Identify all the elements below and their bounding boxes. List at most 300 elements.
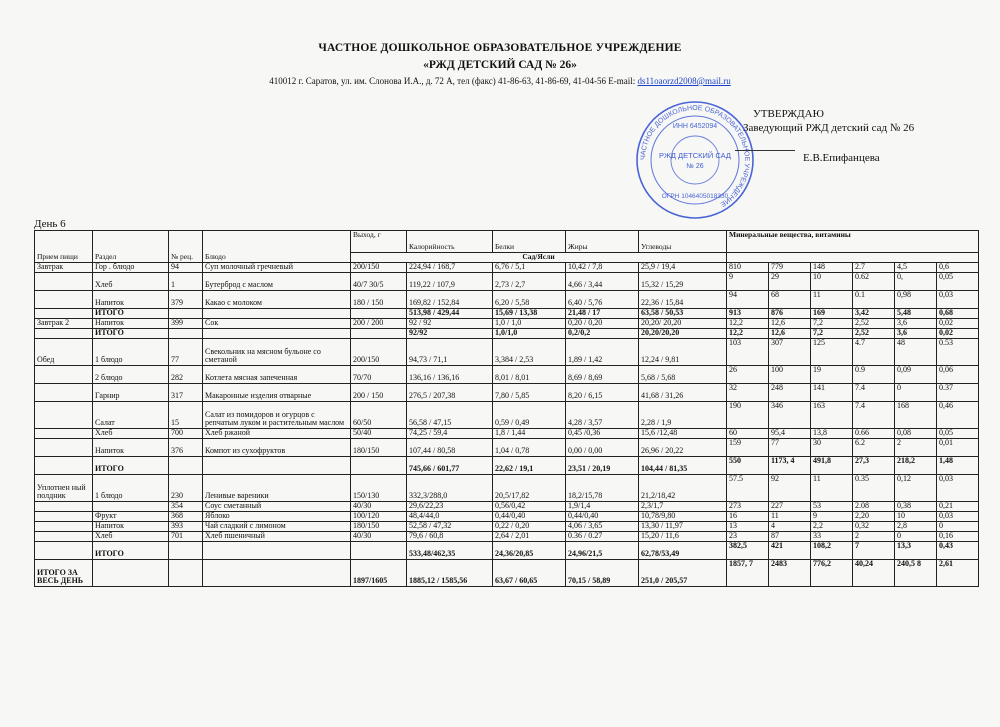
table-row [35, 263, 979, 273]
cell-yield: 50/40 [351, 429, 407, 439]
cell-mineral: 94 [727, 291, 769, 309]
cell-carbs: 251,0 / 205,57 [639, 560, 727, 587]
cell-mineral: 1,48 [937, 457, 979, 475]
cell-mineral: 2483 [769, 560, 811, 587]
cell-recipe: 15 [169, 402, 203, 429]
cell-yield [351, 542, 407, 560]
cell-protein: 20,5/17,82 [493, 475, 566, 502]
cell-mineral: 2,8 [895, 522, 937, 532]
table-row [35, 457, 979, 475]
table-row [35, 366, 979, 384]
cell-dish: Салат из помидоров и огурцов с репчатым луком и растительным маслом [203, 402, 351, 429]
cell-carbs: 12,24 / 9,81 [639, 339, 727, 366]
cell-protein: 0,59 / 0,49 [493, 402, 566, 429]
cell-mineral: 5,48 [895, 309, 937, 319]
cell-mineral: 7.4 [853, 402, 895, 429]
cell-calories: 79,6 / 60,8 [407, 532, 493, 542]
cell-meal [35, 402, 93, 429]
cell-section: Хлеб [93, 429, 169, 439]
approval-block [743, 107, 915, 135]
cell-section: Напиток [93, 319, 169, 329]
cell-mineral: 2,20 [853, 512, 895, 522]
cell-fat: 0,44/0,40 [566, 512, 639, 522]
cell-fat: 21,48 / 17 [566, 309, 639, 319]
cell-recipe: 700 [169, 429, 203, 439]
org-address [0, 76, 1000, 86]
cell-mineral: 3,42 [853, 309, 895, 319]
col-section: Раздел [93, 231, 169, 263]
cell-protein: 3,384 / 2,53 [493, 339, 566, 366]
cell-mineral: 346 [769, 402, 811, 429]
cell-yield: 150/130 [351, 475, 407, 502]
col-carbs: Углеводы [639, 231, 727, 253]
cell-section: Хлеб [93, 532, 169, 542]
cell-protein: 0,56/0,42 [493, 502, 566, 512]
cell-fat: 4,66 / 3,44 [566, 273, 639, 291]
col-minerals: Минеральные вещества, витамины [727, 231, 979, 253]
cell-recipe: 379 [169, 291, 203, 309]
cell-calories: 119,22 / 107,9 [407, 273, 493, 291]
table-row [35, 532, 979, 542]
cell-mineral: 0,43 [937, 542, 979, 560]
menu-table [34, 230, 979, 587]
group-label: Сад/Ясли [351, 253, 727, 263]
cell-section: 1 блюдо [93, 475, 169, 502]
cell-recipe [169, 542, 203, 560]
table-row [35, 475, 979, 502]
cell-mineral: 0,01 [937, 439, 979, 457]
approval-title: УТВЕРЖДАЮ [753, 108, 824, 120]
cell-mineral: 87 [769, 532, 811, 542]
cell-protein: 1,0 / 1,0 [493, 319, 566, 329]
cell-mineral: 0.1 [853, 291, 895, 309]
cell-fat: 1,9/1,4 [566, 502, 639, 512]
table-row [35, 309, 979, 319]
cell-mineral: 108,2 [811, 542, 853, 560]
cell-carbs: 15,6 /12,48 [639, 429, 727, 439]
cell-dish: Макаронные изделия отварные [203, 384, 351, 402]
cell-carbs: 63,58 / 50,53 [639, 309, 727, 319]
cell-mineral: 0,68 [937, 309, 979, 319]
cell-dish: Хлеб ржаной [203, 429, 351, 439]
cell-meal: Уплотнен ный полдник [35, 475, 93, 502]
cell-mineral: 10 [811, 273, 853, 291]
cell-mineral: 60 [727, 429, 769, 439]
cell-meal [35, 309, 93, 319]
col-calories: Калорийность [407, 231, 493, 253]
cell-mineral: 168 [895, 402, 937, 429]
cell-mineral: 3,6 [895, 329, 937, 339]
cell-recipe: 282 [169, 366, 203, 384]
cell-carbs: 10,78/9,80 [639, 512, 727, 522]
cell-mineral: 550 [727, 457, 769, 475]
table-row [35, 329, 979, 339]
cell-mineral: 0,38 [895, 502, 937, 512]
cell-mineral: 159 [727, 439, 769, 457]
cell-section: ИТОГО [93, 542, 169, 560]
table-row [35, 512, 979, 522]
cell-recipe: 393 [169, 522, 203, 532]
table-row [35, 560, 979, 587]
cell-section: ИТОГО [93, 457, 169, 475]
cell-calories: 94,73 / 71,1 [407, 339, 493, 366]
cell-yield [351, 457, 407, 475]
cell-meal [35, 522, 93, 532]
cell-meal [35, 366, 93, 384]
cell-yield [351, 329, 407, 339]
cell-mineral: 33 [811, 532, 853, 542]
cell-mineral: 0,03 [937, 475, 979, 502]
cell-meal [35, 502, 93, 512]
cell-mineral: 913 [727, 309, 769, 319]
cell-protein: 0,22 / 0,20 [493, 522, 566, 532]
cell-mineral: 26 [727, 366, 769, 384]
cell-mineral: 0,06 [937, 366, 979, 384]
cell-yield: 70/70 [351, 366, 407, 384]
col-yield: Выход, г [351, 231, 407, 253]
cell-mineral: 779 [769, 263, 811, 273]
cell-fat: 70,15 / 58,89 [566, 560, 639, 587]
cell-mineral: 0,32 [853, 522, 895, 532]
table-row [35, 429, 979, 439]
cell-mineral: 2,61 [937, 560, 979, 587]
cell-carbs: 15,32 / 15,29 [639, 273, 727, 291]
cell-mineral: 1857, 7 [727, 560, 769, 587]
cell-protein: 2,73 / 2,7 [493, 273, 566, 291]
cell-mineral: 0,12 [895, 475, 937, 502]
cell-calories: 74,25 / 59,4 [407, 429, 493, 439]
cell-meal [35, 329, 93, 339]
cell-protein: 15,69 / 13,38 [493, 309, 566, 319]
cell-mineral: 10 [895, 512, 937, 522]
cell-mineral: 12,2 [727, 319, 769, 329]
cell-mineral: 77 [769, 439, 811, 457]
cell-carbs: 26,96 / 20,22 [639, 439, 727, 457]
cell-meal: Завтрак 2 [35, 319, 93, 329]
cell-mineral: 2 [895, 439, 937, 457]
cell-calories: 92 / 92 [407, 319, 493, 329]
cell-meal [35, 512, 93, 522]
cell-recipe: 77 [169, 339, 203, 366]
cell-carbs: 20,20/ 20,20 [639, 319, 727, 329]
cell-mineral: 92 [769, 475, 811, 502]
signature-line [735, 150, 795, 151]
cell-carbs: 2,28 / 1,9 [639, 402, 727, 429]
cell-dish: Соус сметанный [203, 502, 351, 512]
cell-mineral: 4.7 [853, 339, 895, 366]
col-protein: Белки [493, 231, 566, 253]
org-type-heading: ЧАСТНОЕ ДОШКОЛЬНОЕ ОБРАЗОВАТЕЛЬНОЕ УЧРЕЖДЕНИЕ [318, 42, 682, 54]
cell-mineral: 12,6 [769, 319, 811, 329]
cell-mineral: 12,2 [727, 329, 769, 339]
cell-mineral: 0.62 [853, 273, 895, 291]
cell-fat: 0,00 / 0,00 [566, 439, 639, 457]
address-text: 410012 г. Саратов, ул. им. Слонова И.А., д. 72 А, тел (факс) 41-86-63, 41-86-69, 41-04-56 E-mail: [269, 76, 638, 86]
cell-section: Напиток [93, 522, 169, 532]
cell-section: 2 блюдо [93, 366, 169, 384]
cell-yield: 200/150 [351, 263, 407, 273]
cell-mineral: 95,4 [769, 429, 811, 439]
cell-meal: Обед [35, 339, 93, 366]
col-meal: Прием пищи [35, 231, 93, 263]
cell-mineral: 0,05 [937, 273, 979, 291]
stamp-ring-text: ЧАСТНОЕ ДОШКОЛЬНОЕ ОБРАЗОВАТЕЛЬНОЕ УЧРЕЖДЕНИЕ [639, 104, 751, 208]
cell-fat: 0.36 / 0.27 [566, 532, 639, 542]
table-row [35, 542, 979, 560]
cell-fat: 0,45 /0,36 [566, 429, 639, 439]
day-label: День 6 [34, 218, 66, 230]
cell-meal [35, 273, 93, 291]
cell-mineral: 13,3 [895, 542, 937, 560]
table-row [35, 291, 979, 309]
cell-calories: 107,44 / 80,58 [407, 439, 493, 457]
cell-fat: 6,40 / 5,76 [566, 291, 639, 309]
cell-mineral: 9 [727, 273, 769, 291]
cell-dish: Хлеб пшеничный [203, 532, 351, 542]
cell-section: ИТОГО [93, 329, 169, 339]
minerals-subheader [727, 253, 979, 263]
cell-mineral: 0,08 [895, 429, 937, 439]
cell-recipe: 317 [169, 384, 203, 402]
cell-mineral: 0,03 [937, 512, 979, 522]
cell-fat: 0,2/0,2 [566, 329, 639, 339]
cell-dish [203, 309, 351, 319]
cell-mineral: 248 [769, 384, 811, 402]
cell-mineral: 7 [853, 542, 895, 560]
cell-section: Гор . блюдо [93, 263, 169, 273]
cell-mineral: 2,2 [811, 522, 853, 532]
cell-recipe: 230 [169, 475, 203, 502]
cell-meal [35, 291, 93, 309]
cell-mineral: 57.5 [727, 475, 769, 502]
cell-fat: 18,2/15,78 [566, 475, 639, 502]
cell-mineral: 32 [727, 384, 769, 402]
cell-calories: 136,16 / 136,16 [407, 366, 493, 384]
cell-yield: 200/150 [351, 339, 407, 366]
cell-mineral: 9 [811, 512, 853, 522]
cell-mineral: 218,2 [895, 457, 937, 475]
cell-mineral: 27,3 [853, 457, 895, 475]
cell-mineral: 2.08 [853, 502, 895, 512]
cell-mineral: 876 [769, 309, 811, 319]
cell-mineral: 0,02 [937, 329, 979, 339]
cell-protein: 0,44/0,40 [493, 512, 566, 522]
cell-recipe: 368 [169, 512, 203, 522]
cell-mineral: 0.66 [853, 429, 895, 439]
cell-carbs: 21,2/18,42 [639, 475, 727, 502]
cell-recipe: 399 [169, 319, 203, 329]
cell-protein: 8,01 / 8,01 [493, 366, 566, 384]
menu-body [35, 263, 979, 587]
org-name-heading: «РЖД ДЕТСКИЙ САД № 26» [423, 59, 577, 71]
cell-mineral: 2.7 [853, 263, 895, 273]
table-row [35, 273, 979, 291]
cell-yield: 40/30 [351, 502, 407, 512]
cell-calories: 169,82 / 152,84 [407, 291, 493, 309]
cell-dish: Какао с молоком [203, 291, 351, 309]
cell-carbs: 13,30 / 11,97 [639, 522, 727, 532]
cell-meal [35, 439, 93, 457]
cell-recipe [169, 309, 203, 319]
cell-recipe: 94 [169, 263, 203, 273]
cell-yield: 100/120 [351, 512, 407, 522]
cell-carbs: 5,68 / 5,68 [639, 366, 727, 384]
cell-mineral: 13,8 [811, 429, 853, 439]
cell-dish: Чай сладкий с лимоном [203, 522, 351, 532]
cell-recipe: 701 [169, 532, 203, 542]
cell-carbs: 15,20 / 11,6 [639, 532, 727, 542]
cell-carbs: 104,44 / 81,35 [639, 457, 727, 475]
cell-calories: 48,4/44,0 [407, 512, 493, 522]
cell-section: Хлеб [93, 273, 169, 291]
cell-mineral: 0 [937, 522, 979, 532]
cell-mineral: 100 [769, 366, 811, 384]
approval-position: Заведующий РЖД детский сад № 26 [743, 122, 915, 134]
cell-fat: 4,28 / 3,57 [566, 402, 639, 429]
cell-fat: 10,42 / 7,8 [566, 263, 639, 273]
cell-meal [35, 384, 93, 402]
cell-mineral: 227 [769, 502, 811, 512]
cell-fat: 8,69 / 8,69 [566, 366, 639, 384]
signer-name: Е.В.Епифанцева [803, 152, 880, 164]
cell-recipe [169, 457, 203, 475]
cell-dish: Ленивые вареники [203, 475, 351, 502]
cell-mineral: 141 [811, 384, 853, 402]
cell-mineral: 125 [811, 339, 853, 366]
cell-protein: 63,67 / 60,65 [493, 560, 566, 587]
cell-recipe: 376 [169, 439, 203, 457]
cell-calories: 513,98 / 429,44 [407, 309, 493, 319]
cell-protein: 6,76 / 5,1 [493, 263, 566, 273]
table-row [35, 502, 979, 512]
cell-fat: 8,20 / 6,15 [566, 384, 639, 402]
cell-section: 1 блюдо [93, 339, 169, 366]
col-recipe: № рец. [169, 231, 203, 263]
cell-protein: 1,04 / 0,78 [493, 439, 566, 457]
cell-mineral: 0,16 [937, 532, 979, 542]
cell-calories: 1885,12 / 1585,56 [407, 560, 493, 587]
cell-mineral: 0.9 [853, 366, 895, 384]
cell-fat: 24,96/21,5 [566, 542, 639, 560]
official-stamp [615, 98, 775, 222]
stamp-center-2: № 26 [686, 163, 704, 170]
cell-mineral: 11 [811, 475, 853, 502]
cell-mineral: 382,5 [727, 542, 769, 560]
cell-yield: 1897/1605 [351, 560, 407, 587]
col-dish: Блюдо [203, 231, 351, 263]
cell-mineral: 7,2 [811, 329, 853, 339]
cell-calories: 29,6/22,23 [407, 502, 493, 512]
cell-meal [35, 429, 93, 439]
cell-dish [203, 457, 351, 475]
cell-mineral: 169 [811, 309, 853, 319]
cell-mineral: 1173, 4 [769, 457, 811, 475]
cell-mineral: 7.4 [853, 384, 895, 402]
cell-mineral: 19 [811, 366, 853, 384]
cell-mineral: 6.2 [853, 439, 895, 457]
cell-yield: 180/150 [351, 522, 407, 532]
cell-mineral: 0,05 [937, 429, 979, 439]
cell-carbs: 62,78/53,49 [639, 542, 727, 560]
cell-protein: 22,62 / 19,1 [493, 457, 566, 475]
cell-yield: 200 / 200 [351, 319, 407, 329]
cell-protein: 1,0/1,0 [493, 329, 566, 339]
cell-protein: 6,20 / 5,58 [493, 291, 566, 309]
cell-mineral: 53 [811, 502, 853, 512]
cell-mineral: 0,02 [937, 319, 979, 329]
cell-yield: 200 / 150 [351, 384, 407, 402]
cell-section: ИТОГО [93, 309, 169, 319]
cell-fat: 4,06 / 3,65 [566, 522, 639, 532]
cell-mineral: 0 [895, 532, 937, 542]
cell-dish: Суп молочный гречневый [203, 263, 351, 273]
cell-mineral: 240,5 8 [895, 560, 937, 587]
cell-carbs: 20,20/20,20 [639, 329, 727, 339]
cell-mineral: 13 [727, 522, 769, 532]
cell-mineral: 0.37 [937, 384, 979, 402]
cell-dish [203, 542, 351, 560]
cell-section [93, 502, 169, 512]
cell-mineral: 0,21 [937, 502, 979, 512]
cell-mineral: 2,52 [853, 329, 895, 339]
cell-mineral: 0.35 [853, 475, 895, 502]
cell-meal [35, 532, 93, 542]
cell-mineral: 307 [769, 339, 811, 366]
cell-yield: 60/50 [351, 402, 407, 429]
cell-section: Напиток [93, 439, 169, 457]
cell-mineral: 0,46 [937, 402, 979, 429]
cell-calories: 224,94 / 168,7 [407, 263, 493, 273]
cell-recipe [169, 560, 203, 587]
cell-dish [203, 560, 351, 587]
cell-calories: 276,5 / 207,38 [407, 384, 493, 402]
cell-mineral: 2 [853, 532, 895, 542]
stamp-center-1: РЖД ДЕТСКИЙ САД [659, 151, 731, 160]
cell-section: Напиток [93, 291, 169, 309]
cell-mineral: 30 [811, 439, 853, 457]
cell-protein: 24,36/20,85 [493, 542, 566, 560]
cell-calories: 745,66 / 601,77 [407, 457, 493, 475]
cell-fat: 23,51 / 20,19 [566, 457, 639, 475]
cell-mineral: 11 [811, 291, 853, 309]
table-row [35, 522, 979, 532]
cell-yield [351, 309, 407, 319]
cell-meal: ИТОГО ЗА ВЕСЬ ДЕНЬ [35, 560, 93, 587]
cell-mineral: 148 [811, 263, 853, 273]
cell-mineral: 23 [727, 532, 769, 542]
cell-section: Салат [93, 402, 169, 429]
cell-calories: 92/92 [407, 329, 493, 339]
cell-calories: 533,48/462,35 [407, 542, 493, 560]
cell-carbs: 25,9 / 19,4 [639, 263, 727, 273]
cell-carbs: 41,68 / 31,26 [639, 384, 727, 402]
table-row [35, 402, 979, 429]
cell-meal: Завтрак [35, 263, 93, 273]
cell-section: Гарнир [93, 384, 169, 402]
cell-mineral: 0, [895, 273, 937, 291]
email-link[interactable]: ds11oaorzd2008@mail.ru [637, 76, 731, 86]
cell-calories: 332,3/288,0 [407, 475, 493, 502]
cell-calories: 52,58 / 47,32 [407, 522, 493, 532]
cell-carbs: 22,36 / 15,84 [639, 291, 727, 309]
cell-mineral: 7,2 [811, 319, 853, 329]
table-row [35, 384, 979, 402]
cell-mineral: 0,6 [937, 263, 979, 273]
cell-meal [35, 542, 93, 560]
cell-dish: Сок [203, 319, 351, 329]
table-row [35, 439, 979, 457]
cell-mineral: 190 [727, 402, 769, 429]
